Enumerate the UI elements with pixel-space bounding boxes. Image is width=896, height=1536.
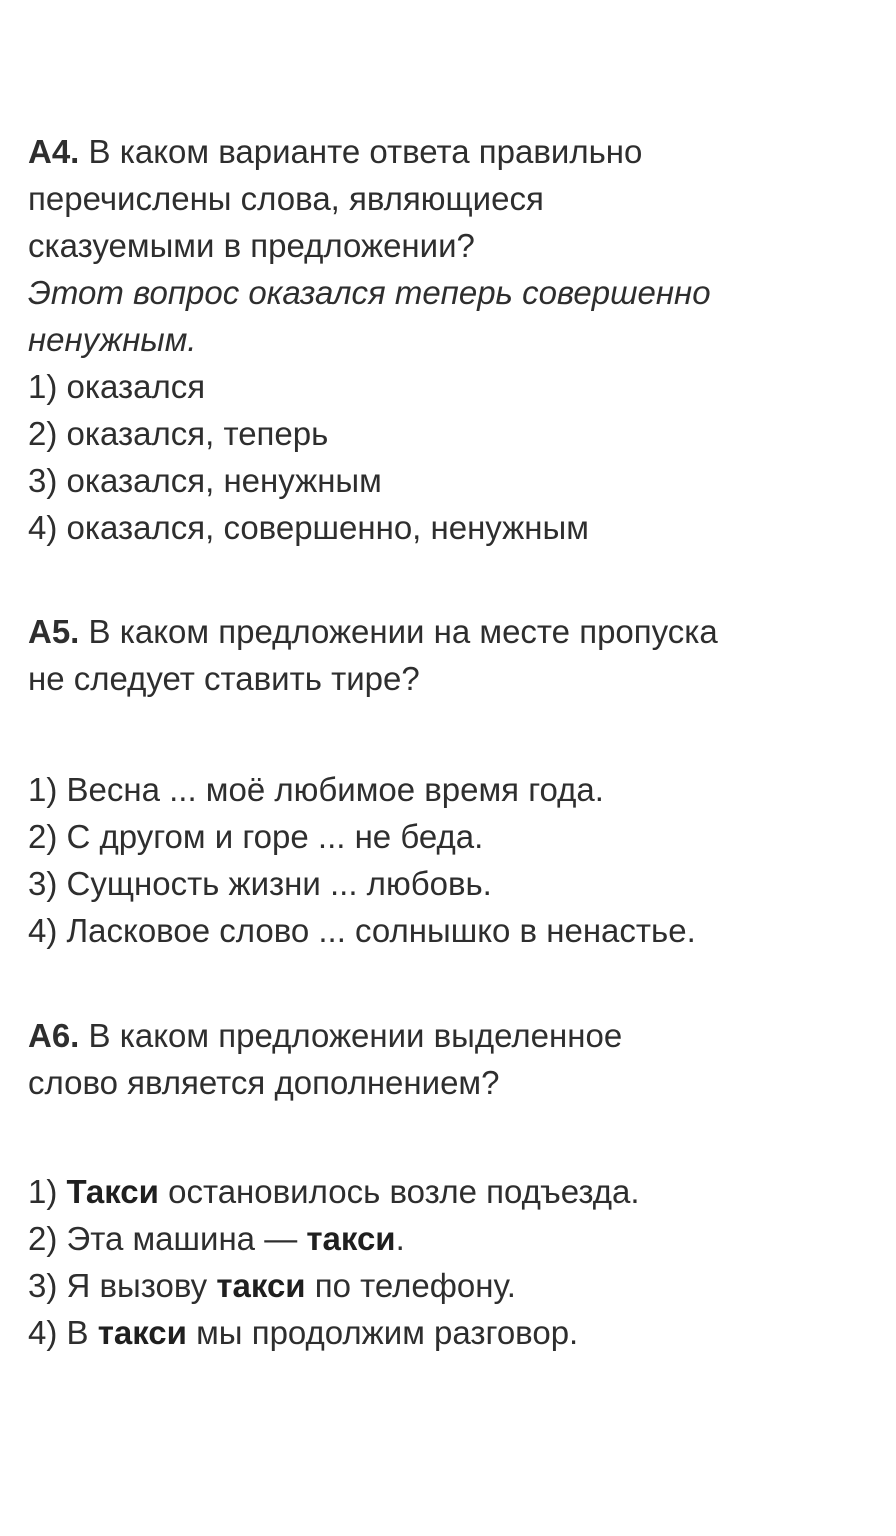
question-a6-text-1: В каком предложении выделенное <box>88 1017 623 1054</box>
question-a6-option-4 <box>28 1309 888 1356</box>
question-a4-text-1: В каком варианте ответа правильно <box>88 133 643 170</box>
highlighted-word: такси <box>306 1220 396 1257</box>
option-prefix: 1) <box>28 1173 67 1210</box>
question-a6-options <box>28 1168 888 1356</box>
option-prefix: 3) Я вызову <box>28 1267 217 1304</box>
question-a4-sentence-1: Этот вопрос оказался теперь совершенно <box>28 274 711 311</box>
question-a4 <box>28 128 888 551</box>
question-a4-option-4: 4) оказался, совершенно, ненужным <box>28 509 589 546</box>
question-a6-option-2 <box>28 1215 888 1262</box>
question-a5-number: А5. <box>28 613 80 650</box>
question-a5-option-4: 4) Ласковое слово ... солнышко в ненастье. <box>28 912 696 949</box>
question-a4-option-1: 1) оказался <box>28 368 206 405</box>
question-a5-option-3: 3) Сущность жизни ... любовь. <box>28 865 492 902</box>
question-a6-number: А6. <box>28 1017 80 1054</box>
question-a4-sentence-2: ненужным. <box>28 321 197 358</box>
question-a4-option-2: 2) оказался, теперь <box>28 415 329 452</box>
question-a6-option-1 <box>28 1168 888 1215</box>
question-a4-line-2: перечислены слова, являющиеся <box>28 180 544 217</box>
option-suffix: по телефону. <box>305 1267 516 1304</box>
question-a5 <box>28 608 888 702</box>
question-a6-line-2: слово является дополнением? <box>28 1064 500 1101</box>
option-prefix: 4) В <box>28 1314 98 1351</box>
question-a6-option-3 <box>28 1262 888 1309</box>
question-a5-options <box>28 766 888 954</box>
option-suffix: мы продолжим разговор. <box>186 1314 579 1351</box>
highlighted-word: такси <box>97 1314 187 1351</box>
highlighted-word: Такси <box>66 1173 159 1210</box>
question-a6-line-1 <box>28 1012 888 1059</box>
question-a5-option-2: 2) С другом и горе ... не беда. <box>28 818 484 855</box>
question-a5-option-1: 1) Весна ... моё любимое время года. <box>28 771 604 808</box>
question-a4-line-3: сказуемыми в предложении? <box>28 227 475 264</box>
option-prefix: 2) Эта машина — <box>28 1220 307 1257</box>
question-a4-option-3: 3) оказался, ненужным <box>28 462 382 499</box>
question-a4-line-1 <box>28 128 888 175</box>
option-suffix: . <box>395 1220 405 1257</box>
question-a4-number: А4. <box>28 133 80 170</box>
question-a5-text-1: В каком предложении на месте пропуска <box>88 613 718 650</box>
question-a5-line-2: не следует ставить тире? <box>28 660 420 697</box>
question-a6 <box>28 1012 888 1106</box>
highlighted-word: такси <box>216 1267 306 1304</box>
option-suffix: остановилось возле подъезда. <box>158 1173 640 1210</box>
question-a5-line-1 <box>28 608 888 655</box>
